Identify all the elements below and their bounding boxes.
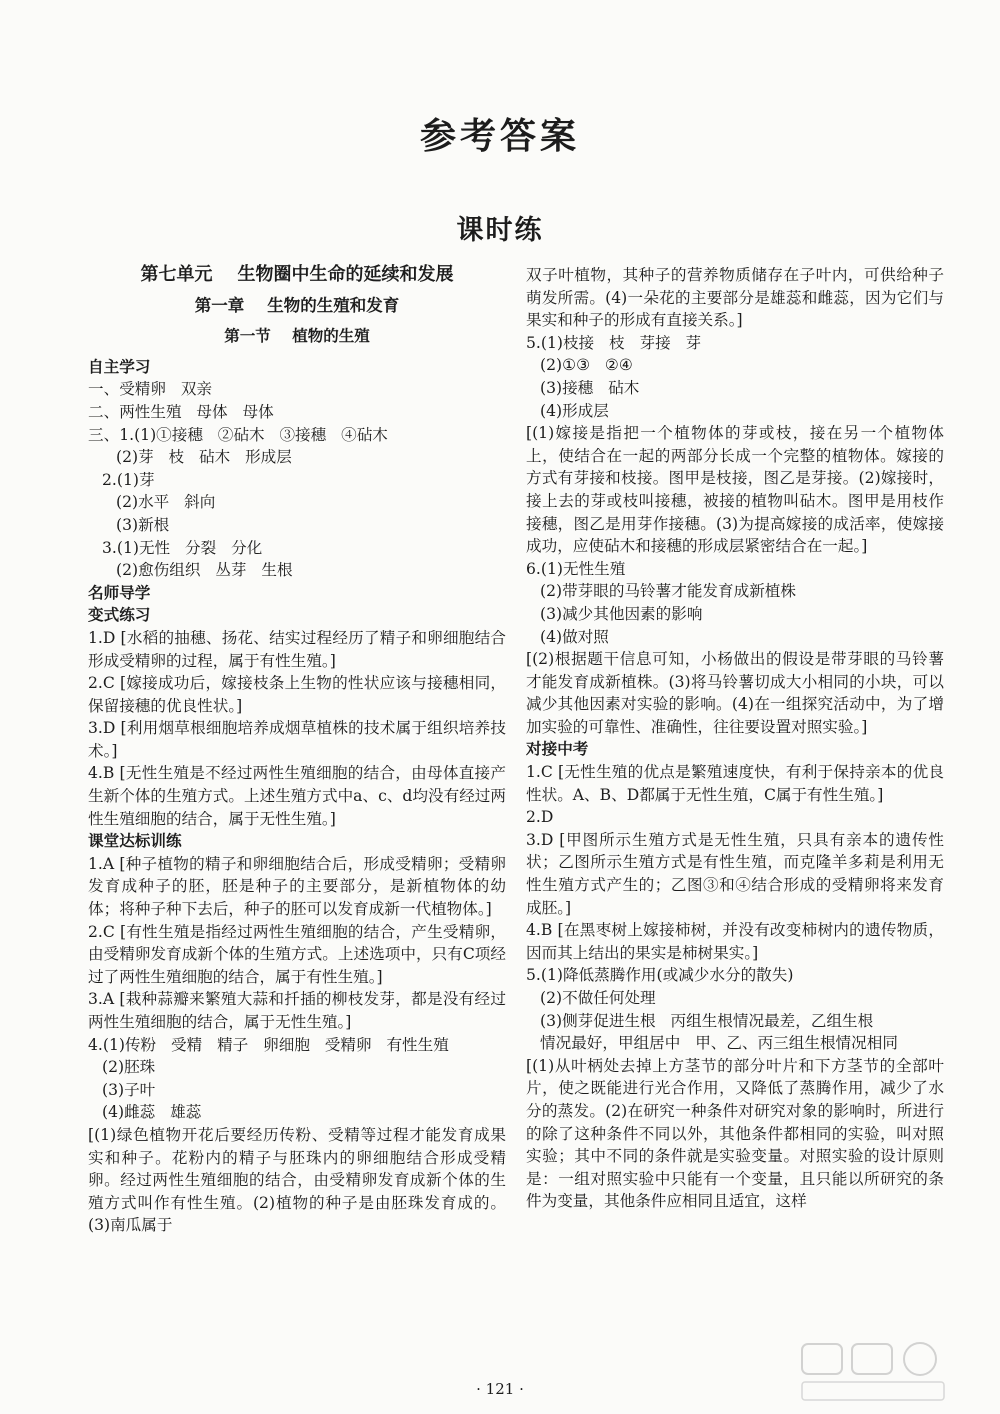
- answer-line: (3)子叶: [102, 1080, 156, 1099]
- answer-line: (2)不做任何处理: [540, 989, 656, 1007]
- answer-item: 2.C [有性生殖是指经过两性生殖细胞的结合，产生受精卵，由受精卵发育成新个体的生殖方式。上述选项中，只有C项经过了两性生殖细胞的结合，属于有性生殖。]: [88, 922, 506, 986]
- answer-line: 5.(1)枝接 枝 芽接 芽: [526, 333, 702, 352]
- answer-item: 2.C [嫁接成功后，嫁接枝条上生物的性状应该与接穗相同，保留接穗的优良性状。]: [88, 674, 506, 715]
- answer-line: (2)水平 斜向: [116, 493, 216, 512]
- right-column: [526, 264, 944, 1213]
- answer-item: 3.A [栽种蒜瓣来繁殖大蒜和扦插的柳枝发芽，都是没有经过两性生殖细胞的结合，属于无性生殖。]: [88, 990, 506, 1031]
- answer-line: 一、受精卵 双亲: [88, 380, 213, 399]
- left-column: [88, 264, 506, 1237]
- page-subtitle: 课时练: [456, 215, 544, 246]
- category-heading-mingshi: 名师导学: [88, 583, 151, 602]
- answer-item: 1.D [水稻的抽穗、扬花、结实过程经历了精子和卵细胞结合形成受精卵的过程，属于有性生殖。]: [88, 628, 506, 670]
- answer-line: (2)愈伤组织 丛芽 生根: [116, 561, 293, 580]
- answer-line: (3)接穗 砧木: [540, 378, 640, 397]
- answer-explanation: 双子叶植物，其种子的营养物质储存在子叶内，可供给种子萌发所需。(4)一朵花的主要部分是雄蕊和雌蕊，因为它们与果实和种子的形成有直接关系。]: [526, 266, 944, 330]
- answer-explanation: [(1)嫁接是指把一个植物体的芽或枝，接在另一个植物体上，使结合在一起的两部分长成一个完整的植物体。嫁接的方式有芽接和枝接。图甲是枝接，图乙是芽接。(2)嫁接时，接上去的芽或枝叫接穗，被接的植物叫砧木。图甲是用枝作接穗，图乙是用芽作接穗。(3)为提高嫁接的成活率，使嫁接成功，应使砧木和接穗的形成层紧密结合在一起。]: [526, 424, 944, 556]
- answer-line: (3)新根: [116, 515, 170, 534]
- answer-line: 2.D: [526, 808, 554, 827]
- answer-line: 情况最好，甲组居中 甲、乙、丙三组生根情况相同: [540, 1034, 898, 1053]
- answer-explanation: [(1)从叶柄处去掉上方茎节的部分叶片和下方茎节的全部叶片，使之既能进行光合作用，又降低了蒸腾作用，减少了水分的蒸发。(2)在研究一种条件对研究对象的影响时，所进行的除了这种条件不同以外，其他条件都相同的实验，叫对照实验；其中不同的条件就是实验变量。对照实验的设计原则是：一组对照实验中只能有一个变量，且只能以所研究的条件为变量，其他条件应相同且适宜，这样: [526, 1056, 944, 1211]
- answer-item: 4.B [在黑枣树上嫁接柿树，并没有改变柿树内的遗传物质，因而其上结出的果实是柿树果实。]: [526, 921, 944, 962]
- answer-line: (4)雌蕊 雄蕊: [102, 1103, 202, 1122]
- answer-item: 4.B [无性生殖是不经过两性生殖细胞的结合，由母体直接产生新个体的生殖方式。上述生殖方式中a、c、d均没有经过两性生殖细胞的结合，属于无性生殖。]: [88, 764, 506, 828]
- answer-line: 6.(1)无性生殖: [526, 559, 626, 578]
- answer-line: (3)侧芽促进生根 丙组生根情况最差，乙组生根: [540, 1011, 874, 1030]
- answer-line: (2)①③ ②④: [540, 356, 633, 375]
- answer-line: 三、1.(1)①接穗 ②砧木 ③接穗 ④砧木: [88, 425, 388, 444]
- answer-item: 3.D [利用烟草根细胞培养成烟草植株的技术属于组织培养技术。]: [88, 719, 506, 760]
- unit-heading: 第七单元 生物圈中生命的延续和发展: [140, 264, 454, 285]
- answer-line: 2.(1)芽: [102, 470, 155, 489]
- answer-line: 3.(1)无性 分裂 分化: [102, 538, 263, 557]
- answer-line: (4)形成层: [540, 401, 609, 420]
- answer-line: (2)带芽眼的马铃薯才能发育成新植株: [540, 582, 796, 601]
- page-title: 参考答案: [419, 116, 580, 157]
- category-heading-ketang: 课堂达标训练: [88, 832, 182, 851]
- chapter-heading: 第一章 生物的生殖和发育: [194, 295, 400, 315]
- category-heading-bianshi: 变式练习: [88, 606, 151, 625]
- category-heading-zizhu: 自主学习: [88, 357, 151, 376]
- answer-item: 1.A [种子植物的精子和卵细胞结合后，形成受精卵；受精卵发育成种子的胚，胚是种子的主要部分，是新植物体的幼体；将种子种下去后，种子的胚可以发育成新一代植物体。]: [88, 854, 506, 919]
- page-number: · 121 ·: [476, 1380, 524, 1398]
- watermark-logo-icon: [798, 1340, 948, 1404]
- answer-line: 5.(1)降低蒸腾作用(或减少水分的散失): [526, 966, 794, 985]
- answer-line: (3)减少其他因素的影响: [540, 604, 703, 623]
- answer-item: 1.C [无性生殖的优点是繁殖速度快，有利于保持亲本的优良性状。A、B、D都属于无性生殖，C属于有性生殖。]: [526, 763, 944, 804]
- answer-line: (2)胚珠: [102, 1058, 156, 1077]
- answer-explanation: [(2)根据题干信息可知，小杨做出的假设是带芽眼的马铃薯才能发育成新植株。(3)将马铃薯切成大小相同的小块，可以减少其他因素对实验的影响。(4)在一组探究活动中，为了增加实验的可靠性、准确性，往往要设置对照实验。]: [526, 650, 944, 736]
- answer-item: 3.D [甲图所示生殖方式是无性生殖，只具有亲本的遗传性状；乙图所示生殖方式是有性生殖，而克隆羊多莉是利用无性生殖方式产生的；乙图③和④结合形成的受精卵将来发育成胚。]: [526, 830, 944, 917]
- category-heading-duijie: 对接中考: [526, 740, 589, 759]
- answer-line: (4)做对照: [540, 627, 609, 646]
- answer-line: 4.(1)传粉 受精 精子 卵细胞 受精卵 有性生殖: [88, 1035, 449, 1054]
- section-heading: 第一节 植物的生殖: [224, 327, 370, 346]
- answer-line: (2)芽 枝 砧木 形成层: [116, 448, 292, 467]
- answer-explanation: [(1)绿色植物开花后要经历传粉、受精等过程才能发育成果实和种子。花粉内的精子与胚珠内的卵细胞结合形成受精卵。经过两性生殖细胞的结合，由受精卵发育成新个体的生殖方式叫作有性生殖。(2)植物的种子是由胚珠发育成的。(3)南瓜属于: [88, 1125, 506, 1235]
- answer-line: 二、两性生殖 母体 母体: [88, 402, 274, 421]
